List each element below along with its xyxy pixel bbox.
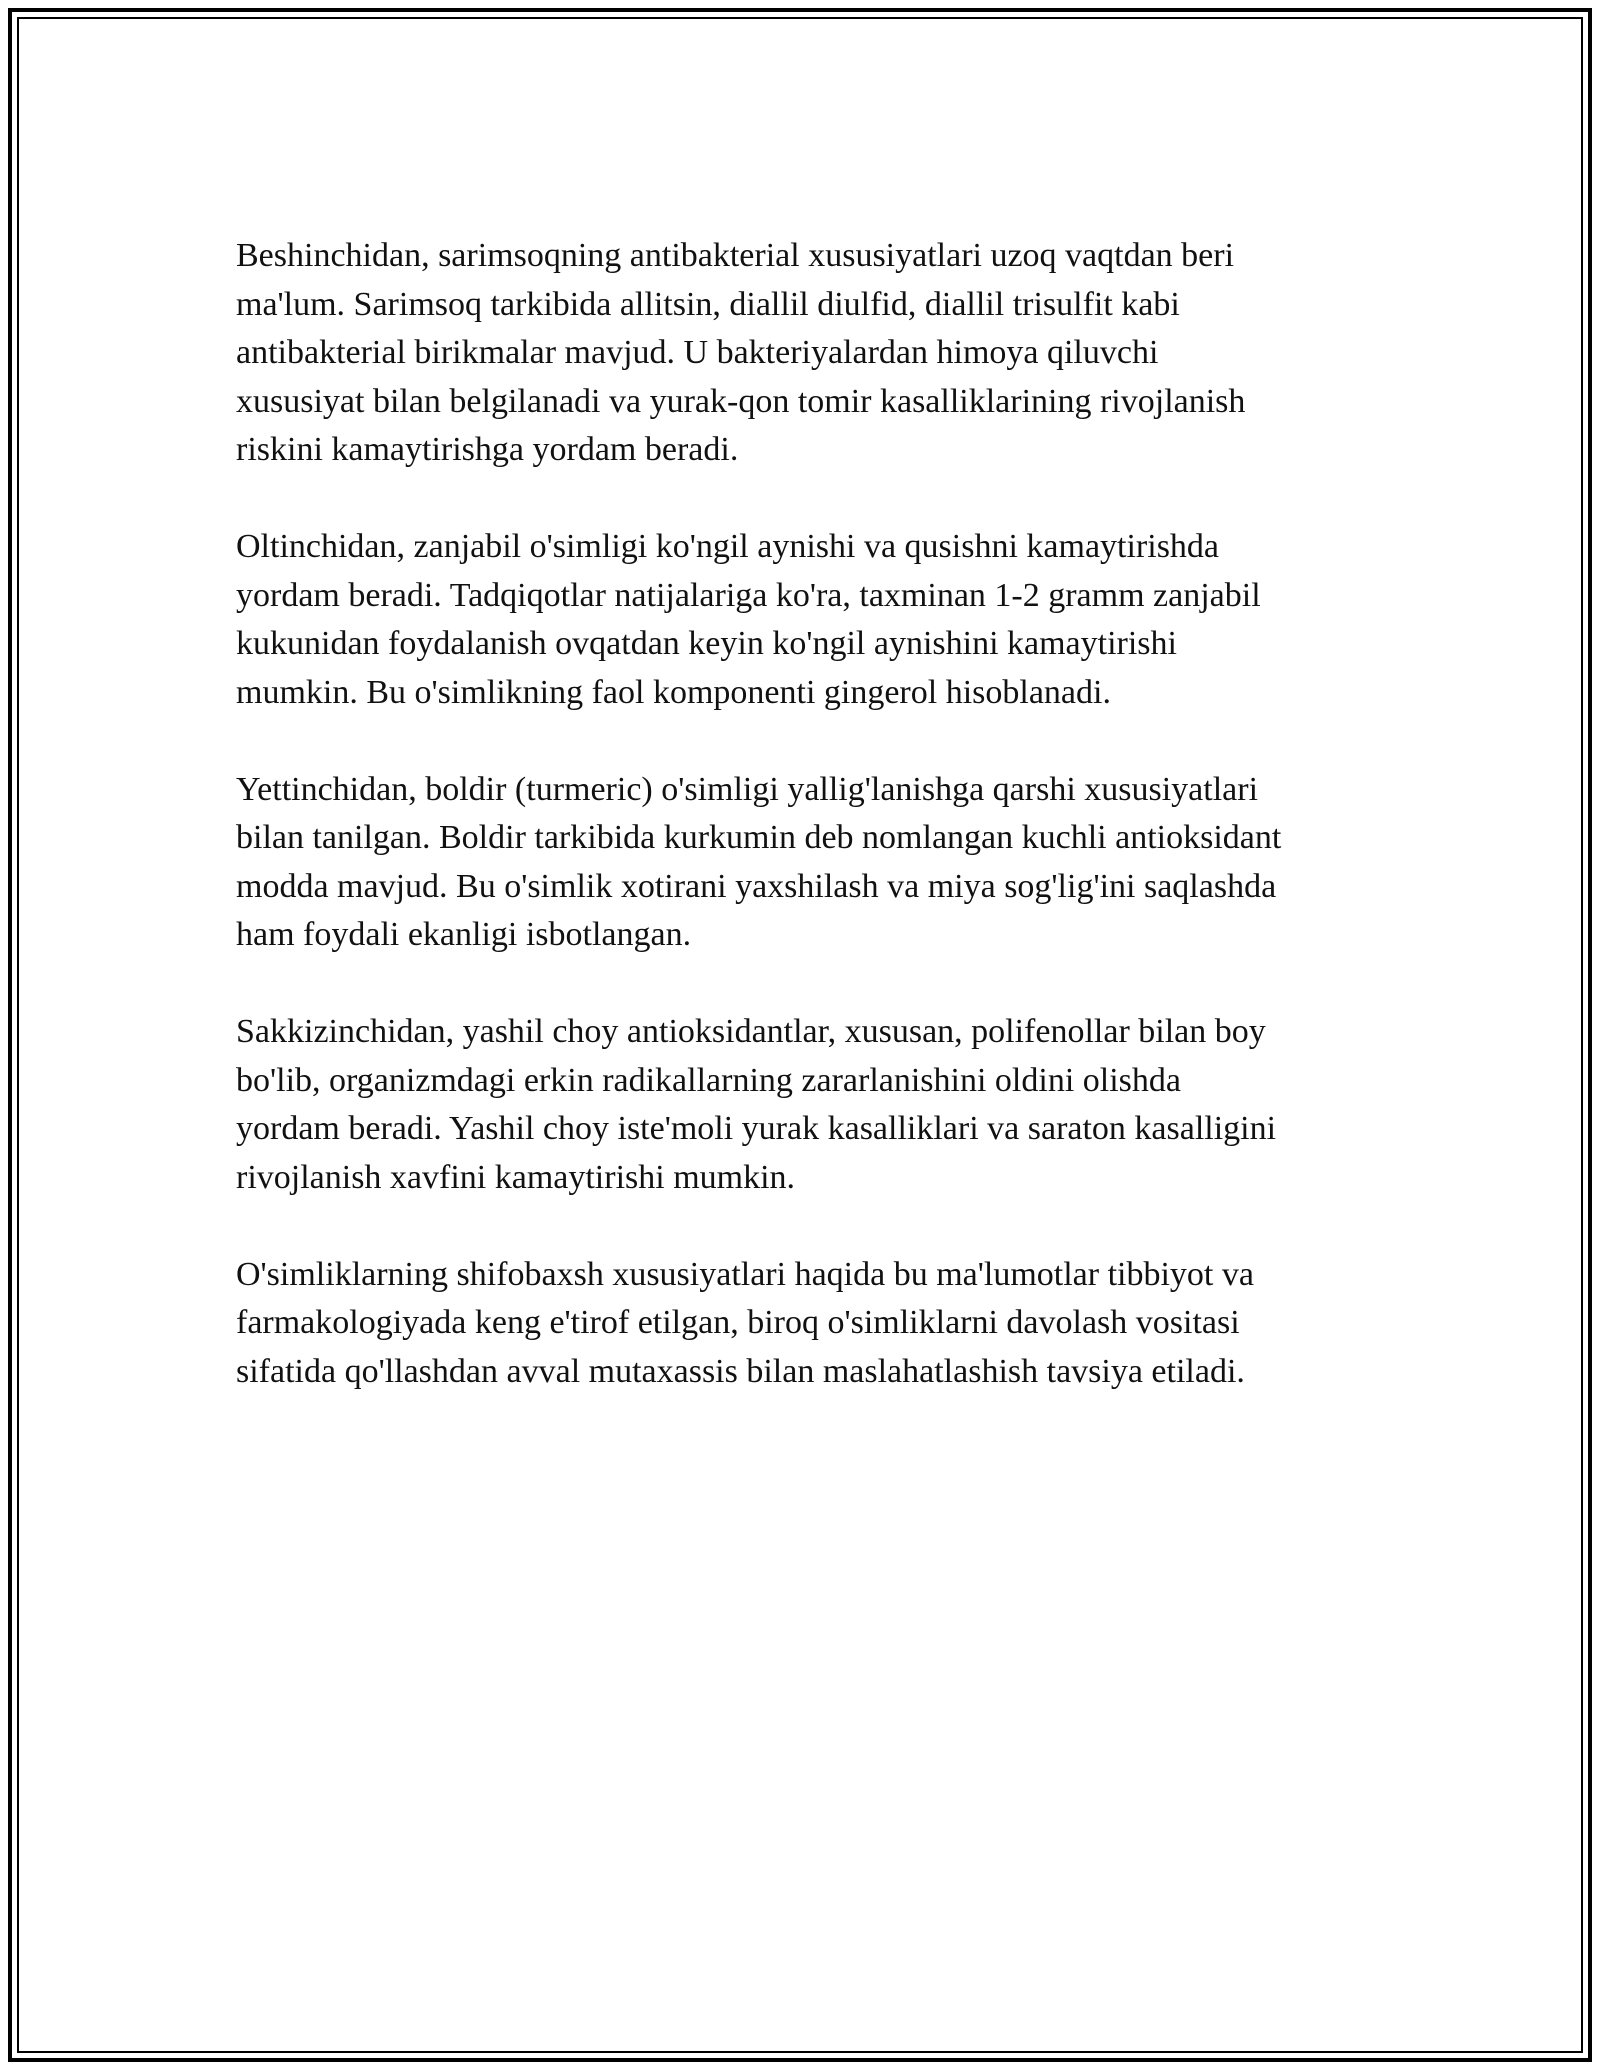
paragraph-conclusion: O'simliklarning shifobaxsh xususiyatlari haqida bu ma'lumotlar tibbiyot va farmakologiyada keng e'tirof etilgan, biroq o'simliklarni davolash vositasi sifatida qo'llashdan avval mutaxassis bilan maslahatlashish tavsiya etiladi.	[236, 1255, 1254, 1390]
document-body	[236, 232, 1376, 1445]
paragraph-ginger: Oltinchidan, zanjabil o'simligi ko'ngil aynishi va qusishni kamaytirishda yordam beradi. Tadqiqotlar natijalariga ko'ra, taxminan 1-2 gramm zanjabil kukunidan foydalanish ovqatdan keyin ko'ngil aynishini kamaytirishi mumkin. Bu o'simlikning faol komponenti gingerol hisoblanadi.	[236, 528, 1261, 711]
paragraph-green-tea: Sakkizinchidan, yashil choy antioksidantlar, xususan, polifenollar bilan boy bo'lib, organizmdagi erkin radikallarning zararlanishini oldini olishda yordam beradi. Yashil choy iste'moli yurak kasalliklari va saraton kasalligini rivojlanish xavfini kamaytirishi mumkin.	[236, 1013, 1277, 1196]
paragraph-turmeric: Yettinchidan, boldir (turmeric) o'simligi yallig'lanishga qarshi xususiyatlari bilan tanilgan. Boldir tarkibida kurkumin deb nomlangan kuchli antioksidant modda mavjud. Bu o'simlik xotirani yaxshilash va miya sog'lig'ini saqlashda ham foydali ekanligi isbotlangan.	[236, 770, 1282, 953]
paragraph-garlic: Beshinchidan, sarimsoqning antibakterial xususiyatlari uzoq vaqtdan beri ma'lum. Sarimsoq tarkibida allitsin, diallil diulfid, diallil trisulfit kabi antibakterial birikmalar mavjud. U bakteriyalardan himoya qiluvchi xususiyat bilan belgilanadi va yurak-qon tomir kasalliklarining rivojlanish riskini kamaytirishga yordam beradi.	[236, 237, 1246, 468]
